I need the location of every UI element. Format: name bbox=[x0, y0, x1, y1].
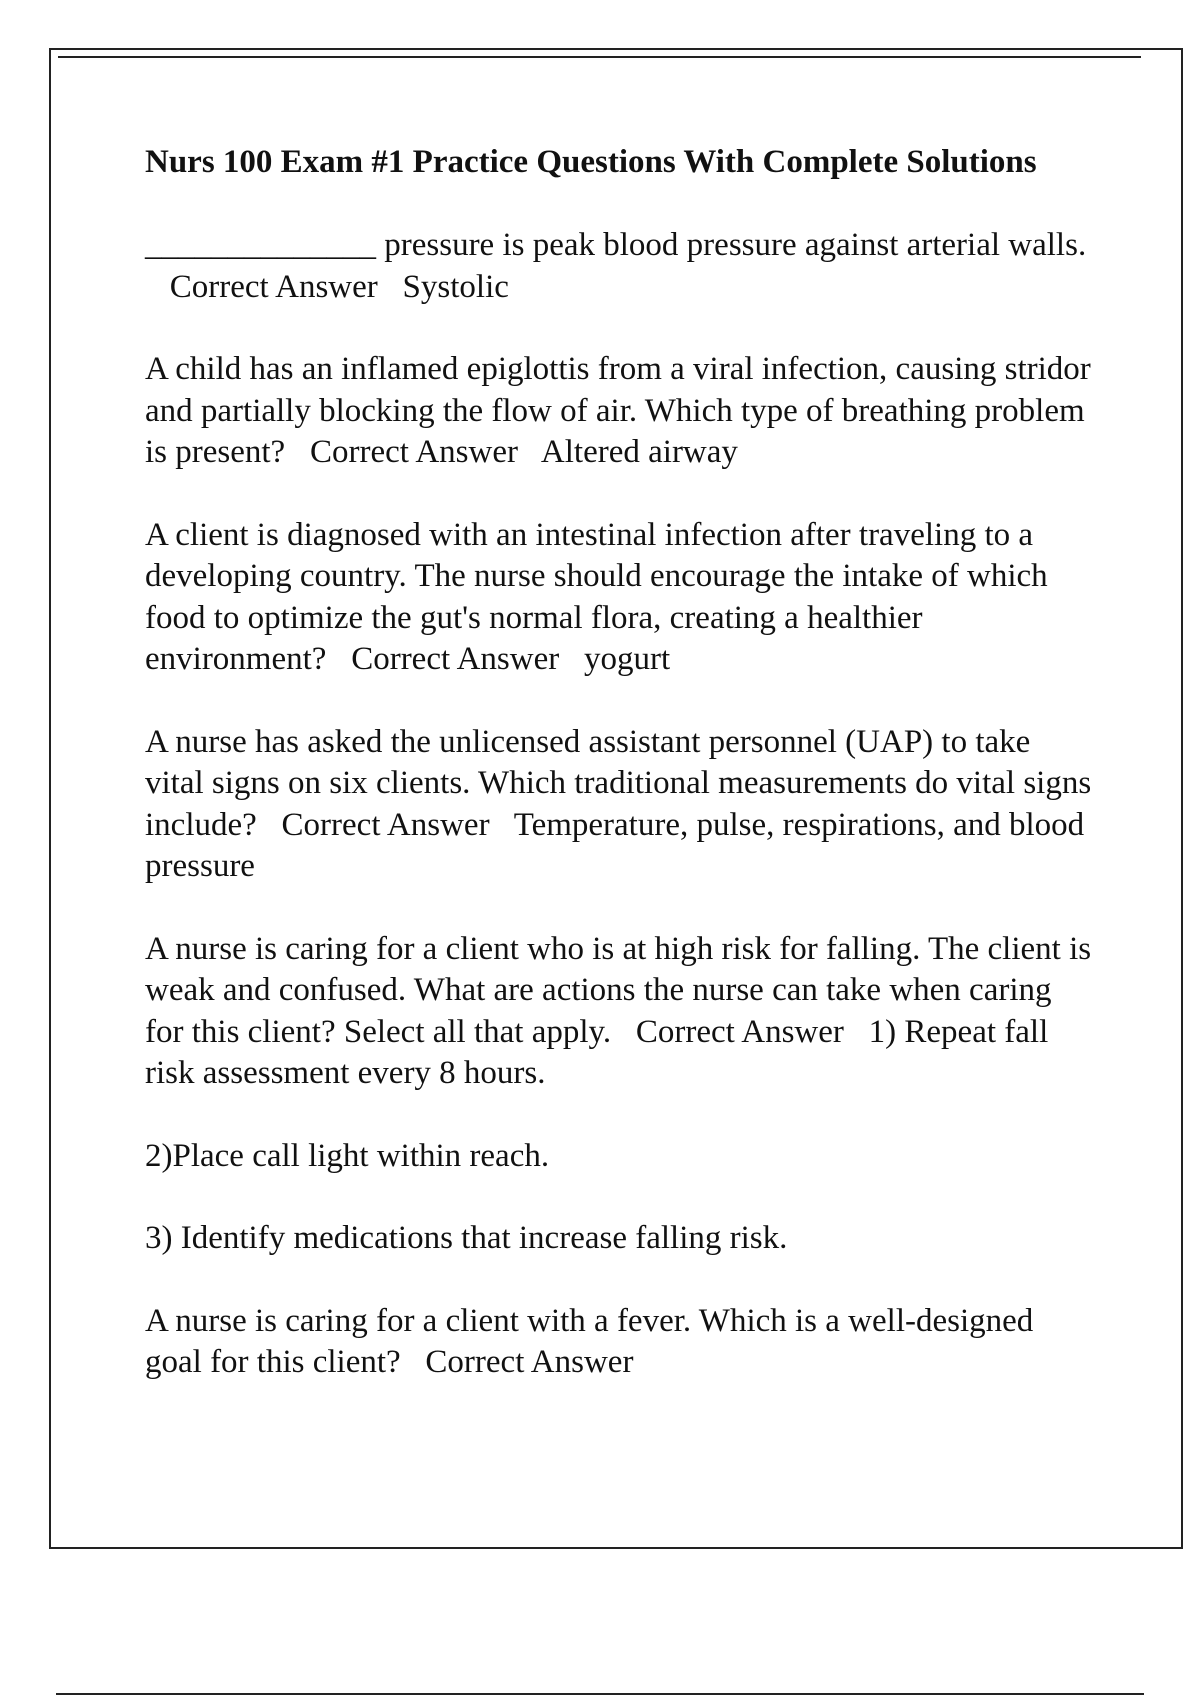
qa-item-6 bbox=[145, 1301, 1095, 1384]
document-title: Nurs 100 Exam #1 Practice Questions With Complete Solutions bbox=[145, 144, 1037, 180]
qa-item-5 bbox=[145, 929, 1095, 1095]
document-body bbox=[145, 142, 1095, 1425]
question-text: A child has an inflamed epiglottis from a viral infection, causing stridor and partially blocking the flow of air. Which type of breathing problem is present? bbox=[145, 351, 1091, 470]
answer-label: Correct Answer bbox=[169, 268, 378, 305]
answer-text: Altered airway bbox=[540, 434, 738, 470]
answer-label: Correct Answer bbox=[281, 806, 490, 843]
question-text: ______________ pressure is peak blood pressure against arterial walls. bbox=[145, 227, 1087, 263]
answer-label: Correct Answer bbox=[425, 1344, 634, 1380]
top-rule bbox=[58, 56, 1141, 58]
question-text: A nurse is caring for a client with a fever. Which is a well-designed goal for this client? bbox=[145, 1302, 1034, 1380]
qa-item-1 bbox=[145, 225, 1095, 308]
question-text: A client is diagnosed with an intestinal infection after traveling to a developing country. The nurse should encourage the intake of which food to optimize the gut's normal flora, creating a healthier environment? bbox=[145, 516, 1048, 677]
qa-item-4 bbox=[145, 722, 1095, 888]
answer-text: 1) Repeat fall risk assessment every 8 hours. bbox=[145, 1013, 1049, 1091]
answer-label: Correct Answer bbox=[309, 434, 518, 470]
qa-item-2 bbox=[145, 349, 1095, 474]
answer-text: Temperature, pulse, respirations, and blood pressure bbox=[145, 806, 1085, 884]
answer-continuation-2: 2)Place call light within reach. bbox=[145, 1137, 550, 1174]
bottom-rule bbox=[56, 1693, 1144, 1695]
answer-text: Systolic bbox=[402, 268, 509, 305]
answer-label: Correct Answer bbox=[351, 641, 560, 677]
question-text: A nurse is caring for a client who is at high risk for falling. The client is weak and confused. What are actions the nurse can take when caring for this client? Select all that apply. bbox=[145, 930, 1092, 1050]
answer-text: yogurt bbox=[583, 641, 671, 677]
qa-item-3 bbox=[145, 515, 1095, 681]
answer-label: Correct Answer bbox=[635, 1013, 844, 1050]
question-text: A nurse has asked the unlicensed assistant personnel (UAP) to take vital signs on six clients. Which traditional measurements do vital signs include? bbox=[145, 723, 1092, 843]
answer-continuation-3: 3) Identify medications that increase falling risk. bbox=[145, 1220, 788, 1256]
